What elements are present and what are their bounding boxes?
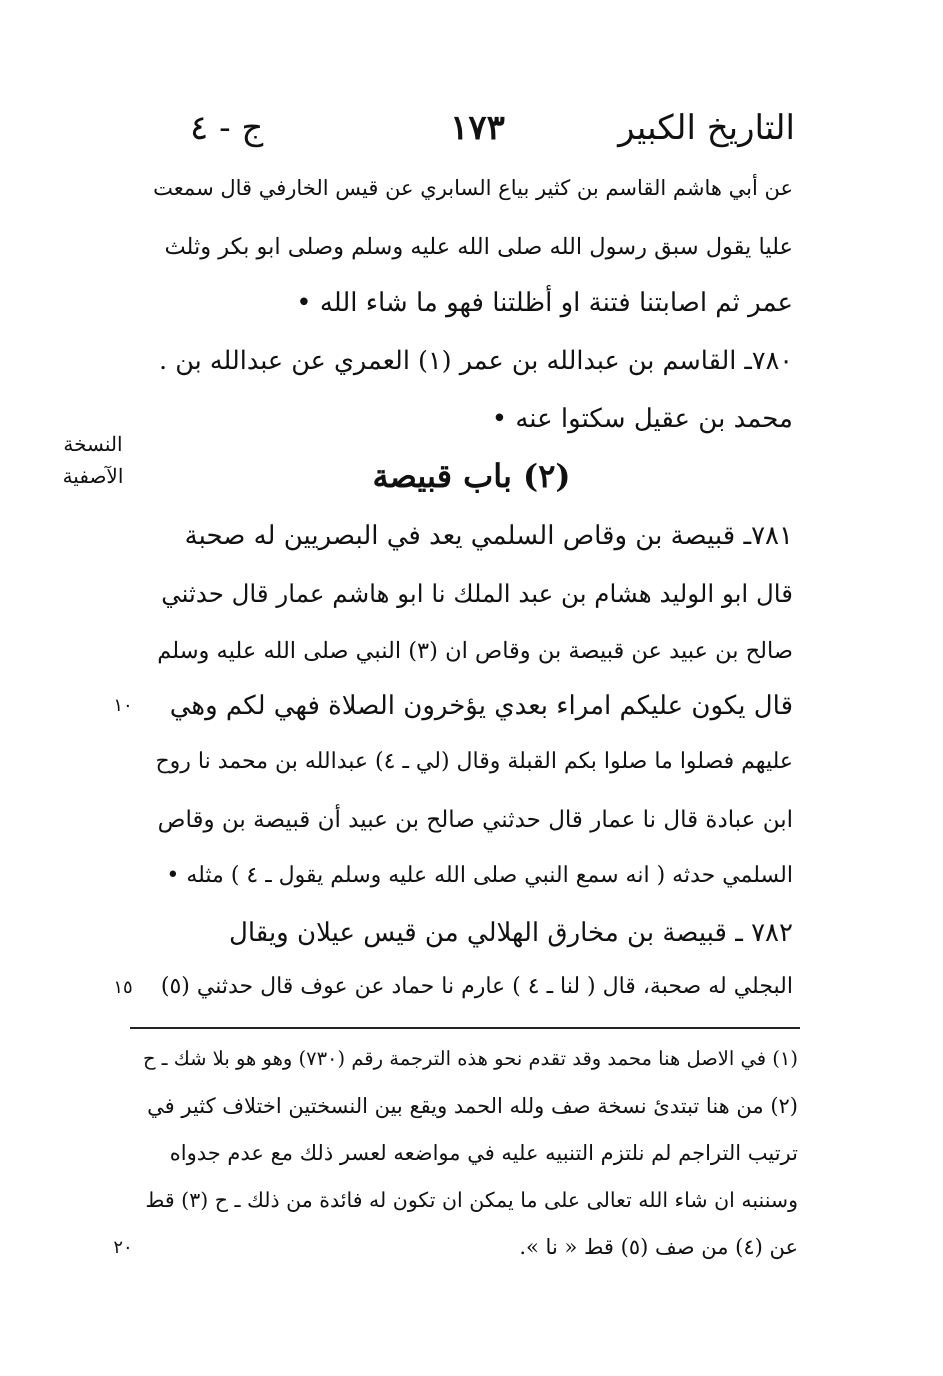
footnote: عن (٤) من صف (٥) قط « نا ». — [519, 1235, 798, 1259]
entry-781: ٧٨١ـ قبيصة بن وقاص السلمي يعد في البصريين له صحبة — [184, 521, 793, 551]
margin-note-line: الآصفية — [62, 464, 124, 488]
section-line: صالح بن عبيد عن قبيصة بن وقاص ان (٣) النبي صلى الله عليه وسلم — [157, 638, 793, 664]
section-line: البجلي له صحبة، قال ( لنا ـ ٤ ) عارم نا حماد عن عوف قال حدثني (٥) — [160, 974, 793, 999]
body-line: محمد بن عقيل سكتوا عنه • — [491, 404, 793, 434]
margin-note-line: النسخة — [63, 432, 123, 456]
section-line: عليهم فصلوا ما صلوا بكم القبلة وقال (لي ـ ٤) عبدالله بن محمد نا روح — [155, 749, 793, 774]
section-line: ابن عبادة قال نا عمار قال حدثني صالح بن عبيد أن قبيصة بن وقاص — [157, 807, 793, 833]
page-number: ١٧٣ — [450, 108, 505, 148]
section-heading: (٢) باب قبيصة — [372, 457, 571, 495]
entry-782: ٧٨٢ ـ قبيصة بن مخارق الهلالي من قيس عيلان ويقال — [228, 918, 793, 948]
footnote: ترتيب التراجم لم نلتزم التنبيه عليه في مواضعه لعسر ذلك مع عدم جدواه — [169, 1141, 798, 1165]
body-line: عليا يقول سبق رسول الله صلى الله عليه وسلم وصلى ابو بكر وثلث — [164, 234, 793, 260]
footnote: (١) في الاصل هنا محمد وقد تقدم نحو هذه الترجمة رقم (٧٣٠) وهو هو بلا شك ـ ح — [143, 1047, 798, 1070]
footnote: وسننبه ان شاء الله تعالى على ما يمكن ان تكون له فائدة من ذلك ـ ح (٣) قط — [145, 1188, 798, 1212]
footnote: (٢) من هنا تبتدئ نسخة صف ولله الحمد ويقع بين النسختين اختلاف كثير في — [147, 1094, 798, 1118]
section-line: قال يكون عليكم امراء بعدي يؤخرون الصلاة فهي لكم وهي — [169, 691, 793, 721]
section-line: السلمي حدثه ( انه سمع النبي صلى الله عليه وسلم يقول ـ ٤ ) مثله • — [166, 863, 793, 888]
line-number: ١٥ — [113, 977, 133, 998]
footnote-divider — [130, 1027, 800, 1029]
body-line: عمر ثم اصابتنا فتنة او أظلتنا فهو ما شاء الله • — [296, 288, 793, 318]
margin-note — [58, 428, 128, 492]
running-header — [160, 104, 795, 152]
volume-label: ج - ٤ — [190, 108, 264, 148]
line-number: ١٠ — [113, 695, 133, 716]
line-number: ٢٠ — [113, 1237, 133, 1258]
body-line: عن أبي هاشم القاسم بن كثير بياع السابري عن قيس الخارفي قال سمعت — [153, 176, 793, 200]
section-line: قال ابو الوليد هشام بن عبد الملك نا ابو هاشم عمار قال حدثني — [161, 579, 793, 608]
book-title: التاريخ الكبير — [618, 108, 795, 148]
entry-780: ٧٨٠ـ القاسم بن عبدالله بن عمر (١) العمري عن عبدالله بن . — [159, 346, 793, 376]
